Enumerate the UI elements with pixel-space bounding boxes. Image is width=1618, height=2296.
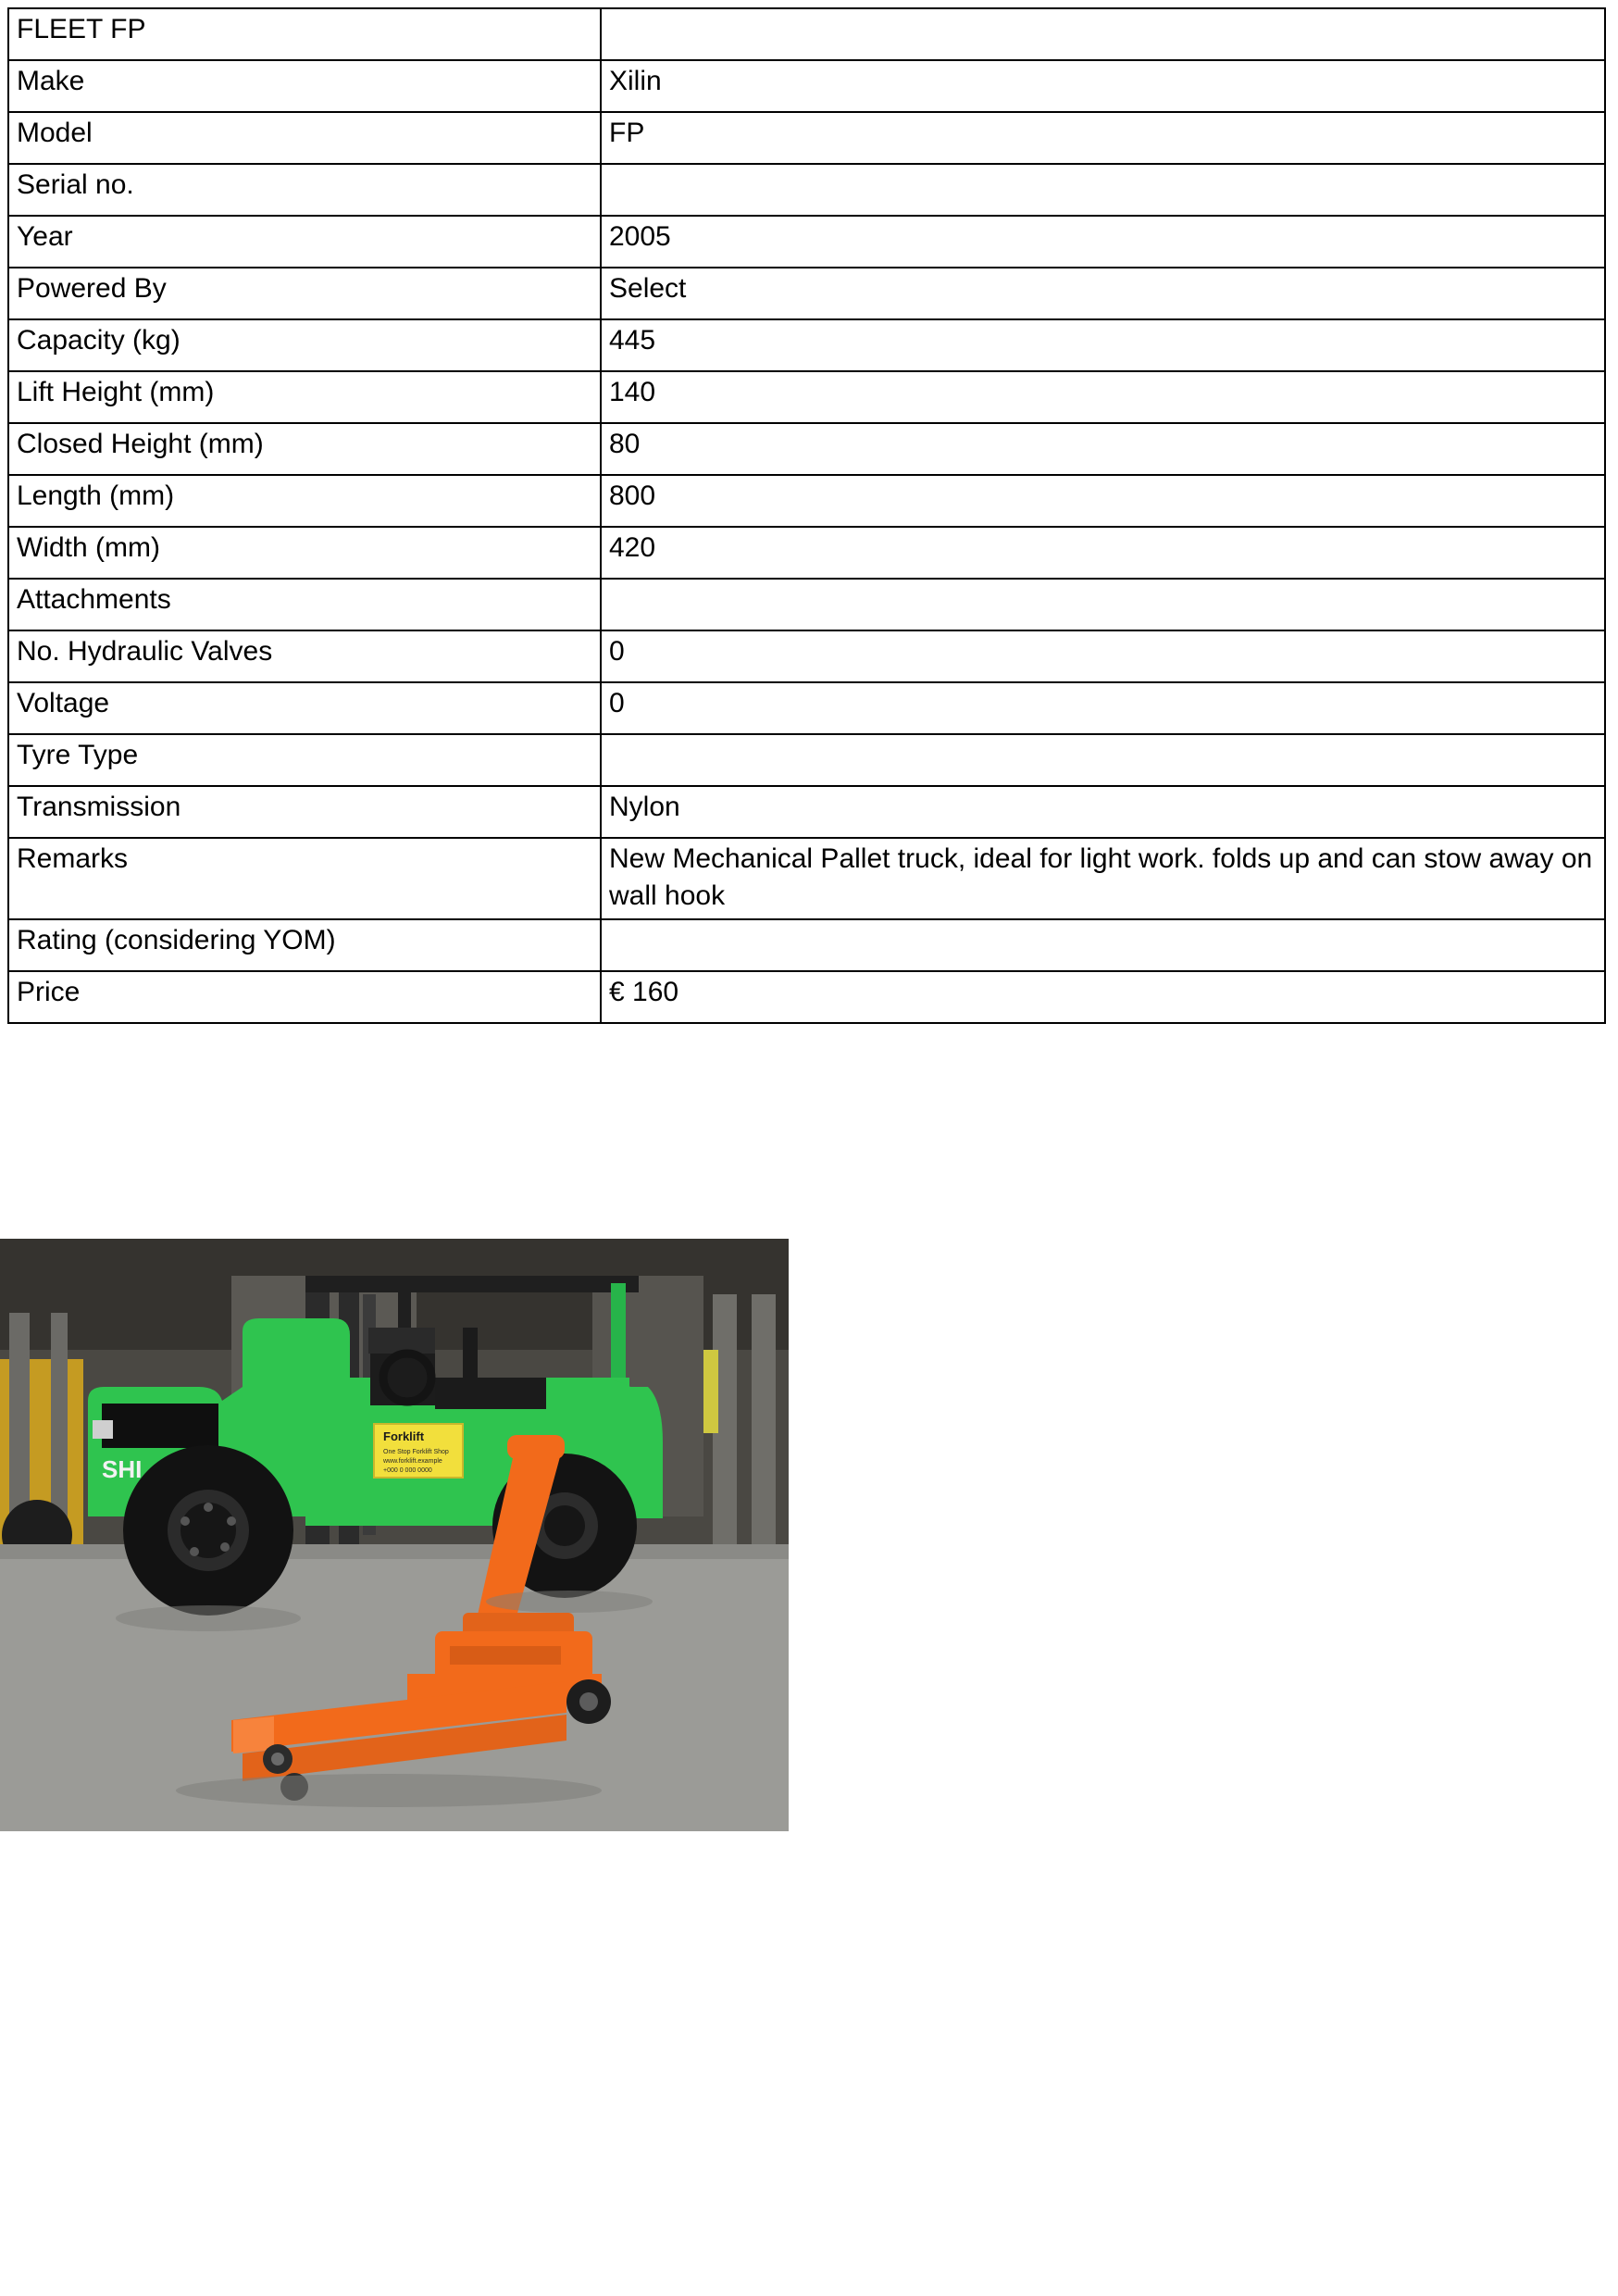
row-label-capacity: Capacity (kg) — [8, 319, 601, 371]
row-value-voltage: 0 — [601, 682, 1605, 734]
row-label-model: Model — [8, 112, 601, 164]
row-label-powered-by: Powered By — [8, 268, 601, 319]
table-row — [8, 8, 1605, 60]
row-value-year: 2005 — [601, 216, 1605, 268]
row-value-powered-by: Select — [601, 268, 1605, 319]
table-row — [8, 164, 1605, 216]
row-label-closed-height: Closed Height (mm) — [8, 423, 601, 475]
table-row — [8, 60, 1605, 112]
table-row — [8, 371, 1605, 423]
table-row — [8, 838, 1605, 919]
table-row — [8, 216, 1605, 268]
row-value-model: FP — [601, 112, 1605, 164]
svg-text:www.forklift.example: www.forklift.example — [383, 1458, 442, 1465]
row-label-hydraulic-valves: No. Hydraulic Valves — [8, 630, 601, 682]
table-body — [8, 8, 1605, 1023]
table-row — [8, 268, 1605, 319]
row-label-price: Price — [8, 971, 601, 1023]
row-value-price: € 160 — [601, 971, 1605, 1023]
row-label-width: Width (mm) — [8, 527, 601, 579]
row-value-capacity: 445 — [601, 319, 1605, 371]
product-photo-illustration — [0, 1239, 789, 1831]
row-label-attachments: Attachments — [8, 579, 601, 630]
row-value-attachments — [601, 579, 1605, 630]
table-row — [8, 579, 1605, 630]
table-row — [8, 734, 1605, 786]
svg-text:Forklift: Forklift — [383, 1429, 425, 1443]
photo-side-text: SHI — [102, 1455, 143, 1483]
row-label-length: Length (mm) — [8, 475, 601, 527]
row-value-transmission: Nylon — [601, 786, 1605, 838]
table-row — [8, 527, 1605, 579]
table-row — [8, 475, 1605, 527]
row-value-rating — [601, 919, 1605, 971]
row-value-closed-height: 80 — [601, 423, 1605, 475]
row-label-transmission: Transmission — [8, 786, 601, 838]
table-row — [8, 423, 1605, 475]
row-value-serial-no — [601, 164, 1605, 216]
svg-text:One Stop Forklift Shop: One Stop Forklift Shop — [383, 1449, 449, 1455]
specification-table — [7, 7, 1606, 1024]
row-label-fleet: FLEET FP — [8, 8, 601, 60]
row-label-tyre-type: Tyre Type — [8, 734, 601, 786]
row-value-remarks: New Mechanical Pallet truck, ideal for light work. folds up and can stow away on wall hook — [601, 838, 1605, 919]
table-row — [8, 112, 1605, 164]
row-value-make: Xilin — [601, 60, 1605, 112]
row-label-remarks: Remarks — [8, 838, 601, 919]
row-label-serial-no: Serial no. — [8, 164, 601, 216]
row-label-voltage: Voltage — [8, 682, 601, 734]
product-photo — [0, 1239, 789, 1831]
row-label-make: Make — [8, 60, 601, 112]
table-row — [8, 786, 1605, 838]
row-value-length: 800 — [601, 475, 1605, 527]
table-row — [8, 682, 1605, 734]
row-label-year: Year — [8, 216, 601, 268]
row-label-lift-height: Lift Height (mm) — [8, 371, 601, 423]
table-row — [8, 971, 1605, 1023]
row-value-width: 420 — [601, 527, 1605, 579]
table-row — [8, 630, 1605, 682]
row-value-fleet — [601, 8, 1605, 60]
row-value-hydraulic-valves: 0 — [601, 630, 1605, 682]
svg-text:+000 0 000 0000: +000 0 000 0000 — [383, 1467, 432, 1474]
table-row — [8, 319, 1605, 371]
row-value-tyre-type — [601, 734, 1605, 786]
row-label-rating: Rating (considering YOM) — [8, 919, 601, 971]
table-row — [8, 919, 1605, 971]
row-value-lift-height: 140 — [601, 371, 1605, 423]
